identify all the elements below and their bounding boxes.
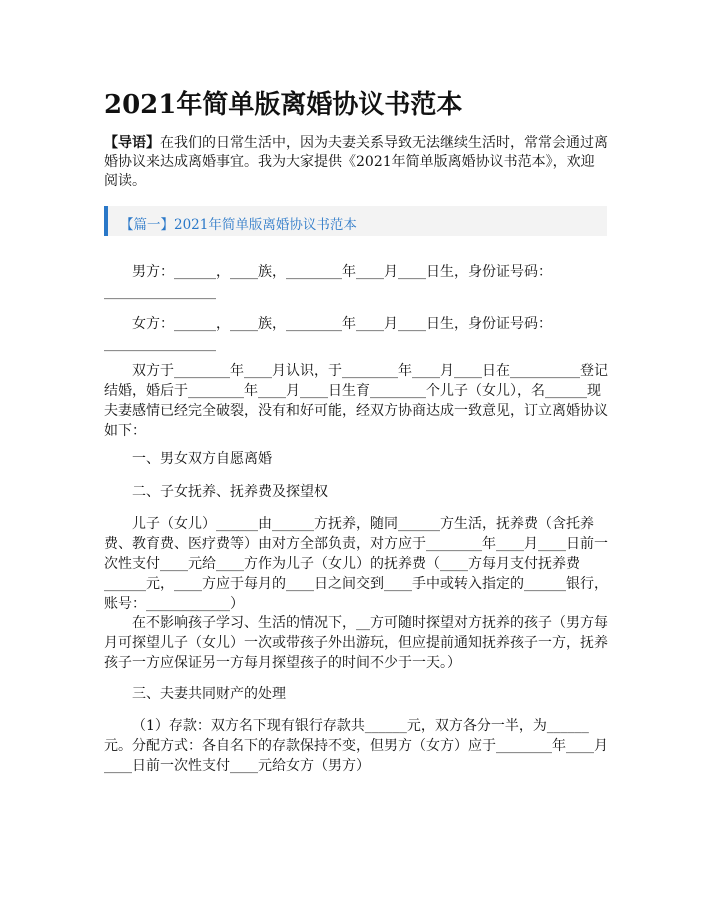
marriage-intro-paragraph: 双方于________年____月认识，于________年____月____日在__________登记结婚，婚后于________年____月____日生育________个儿子（女儿），名______现夫妻感情已经完全破裂，没有和好可能，经双方协商达成一致意见，订立离婚协议如下： bbox=[104, 363, 608, 439]
intro-tag: 【导语】 bbox=[104, 135, 160, 151]
section-heading-bar bbox=[104, 206, 607, 236]
husband-id-blank: ________________ bbox=[104, 284, 216, 300]
intro-text: 在我们的日常生活中，因为夫妻关系导致无法继续生活时，常常会通过离婚协议来达成离婚事宜。我为大家提供《2021年简单版离婚协议书范本》，欢迎阅读。 bbox=[104, 135, 608, 189]
husband-info-line: 男方：______，____族，________年____月____日生，身份证号码： bbox=[132, 264, 552, 280]
clause-three-heading: 三、夫妻共同财产的处理 bbox=[132, 686, 286, 702]
section-heading: 【篇一】2021年简单版离婚协议书范本 bbox=[120, 217, 357, 233]
clause-two-heading: 二、子女抚养、抚养费及探望权 bbox=[132, 484, 328, 500]
document-title: 2021年简单版离婚协议书范本 bbox=[104, 90, 463, 120]
custody-paragraph: 儿子（女儿）______由______方抚养，随同______方生活，抚养费（含托养费、教育费、医疗费等）由对方全部负责，对方应于________年____月____日前一次性支付____元给____方作为儿子（女儿）的抚养费（____方每月支付抚养费______元，____方应于每月的____日之间交到____手中或转入指定的______银行，账号：____________） bbox=[104, 516, 608, 612]
wife-id-blank: ________________ bbox=[104, 336, 216, 352]
deposit-paragraph: （1）存款：双方名下现有银行存款共______元，双方各分一半，为______元。分配方式：各自名下的存款保持不变，但男方（女方）应于________年____月____日前一次性支付____元给女方（男方） bbox=[104, 718, 608, 774]
intro-paragraph bbox=[104, 134, 608, 191]
visitation-paragraph: 在不影响孩子学习、生活的情况下，__方可随时探望对方抚养的孩子（男方每月可探望儿子（女儿）一次或带孩子外出游玩，但应提前通知抚养孩子一方，抚养孩子一方应保证另一方每月探望孩子的时间不少于一天。） bbox=[104, 615, 608, 671]
wife-info-line: 女方：______，____族，________年____月____日生，身份证号码： bbox=[132, 316, 552, 332]
clause-one-heading: 一、男女双方自愿离婚 bbox=[132, 451, 272, 467]
